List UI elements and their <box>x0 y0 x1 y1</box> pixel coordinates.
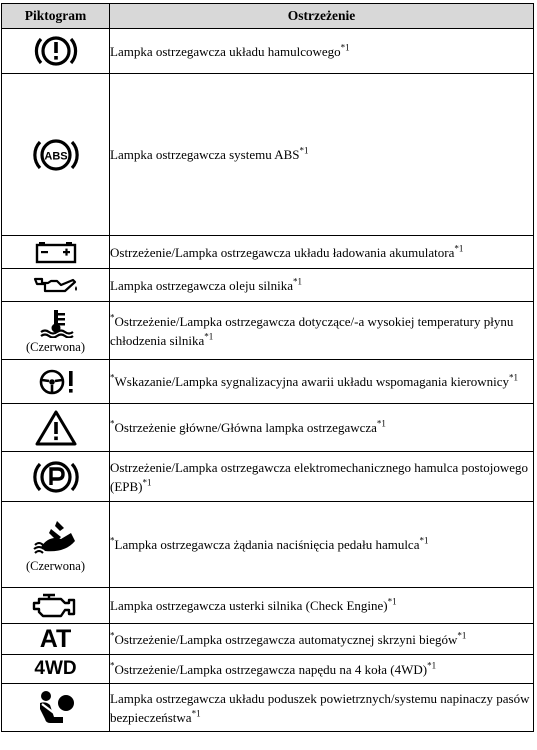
table-row <box>2 655 534 684</box>
power-steering-icon <box>2 360 110 404</box>
row-text: *Ostrzeżenie główne/Główna lampka ostrzegawcza$^{*1}$ <box>110 404 534 452</box>
row-text: Lampka ostrzegawcza układu poduszek powietrznych/systemu napinaczy pasów bezpieczeństwa$^{*1}$ <box>110 684 534 732</box>
row-text: *Wskazanie/Lampka sygnalizacyjna awarii układu wspomagania kierownicy$^{*1}$ <box>110 360 534 404</box>
check-engine-icon <box>2 588 110 624</box>
row-text: Lampka ostrzegawcza systemu ABS$^{*1}$ <box>110 74 534 236</box>
oil-can-icon <box>2 269 110 302</box>
header-pictogram: Piktogram <box>2 4 110 29</box>
header-warning: Ostrzeżenie <box>110 4 534 29</box>
row-text: Ostrzeżenie/Lampka ostrzegawcza układu ładowania akumulatora$^{*1}$ <box>110 236 534 269</box>
table-row <box>2 236 534 269</box>
battery-icon <box>2 236 110 269</box>
table-row <box>2 684 534 732</box>
airbag-icon <box>2 684 110 732</box>
svg-text:ABS: ABS <box>43 150 68 162</box>
coolant-temperature-icon <box>2 302 110 360</box>
row-text: Lampka ostrzegawcza układu hamulcowego$^{*1}$ <box>110 29 534 74</box>
at-icon: AT <box>2 624 110 655</box>
table-row <box>2 588 534 624</box>
table-header <box>2 4 534 29</box>
table-row <box>2 302 534 360</box>
table-row <box>2 624 534 655</box>
4wd-icon: 4WD <box>2 655 110 684</box>
table-row <box>2 74 534 236</box>
color-note: (Czerwona) <box>26 339 85 354</box>
master-warning-icon <box>2 404 110 452</box>
brake-warning-icon <box>2 29 110 74</box>
brake-pedal-icon <box>2 502 110 588</box>
row-text: *Lampka ostrzegawcza żądania naciśnięcia pedału hamulca$^{*1}$ <box>110 502 534 588</box>
table-row <box>2 404 534 452</box>
abs-warning-icon <box>2 74 110 236</box>
table-row <box>2 29 534 74</box>
table-row <box>2 269 534 302</box>
table-row <box>2 502 534 588</box>
row-text: *Ostrzeżenie/Lampka ostrzegawcza automatycznej skrzyni biegów$^{*1}$ <box>110 624 534 655</box>
warning-table <box>1 3 534 732</box>
row-text: Lampka ostrzegawcza oleju silnika$^{*1}$ <box>110 269 534 302</box>
table-row <box>2 452 534 502</box>
table-row <box>2 360 534 404</box>
row-text: Lampka ostrzegawcza usterki silnika (Check Engine)$^{*1}$ <box>110 588 534 624</box>
row-text: *Ostrzeżenie/Lampka ostrzegawcza napędu na 4 koła $(4WD)^{*1}$ <box>110 655 534 684</box>
row-text: *Ostrzeżenie/Lampka ostrzegawcza dotyczące/-a wysokiej temperatury płynu chłodzenia silnika$^{*1}$ <box>110 302 534 360</box>
row-text: Ostrzeżenie/Lampka ostrzegawcza elektromechanicznego hamulca postojowego (EPB)$^{*1}$ <box>110 452 534 502</box>
parking-brake-icon <box>2 452 110 502</box>
color-note: (Czerwona) <box>26 558 85 573</box>
